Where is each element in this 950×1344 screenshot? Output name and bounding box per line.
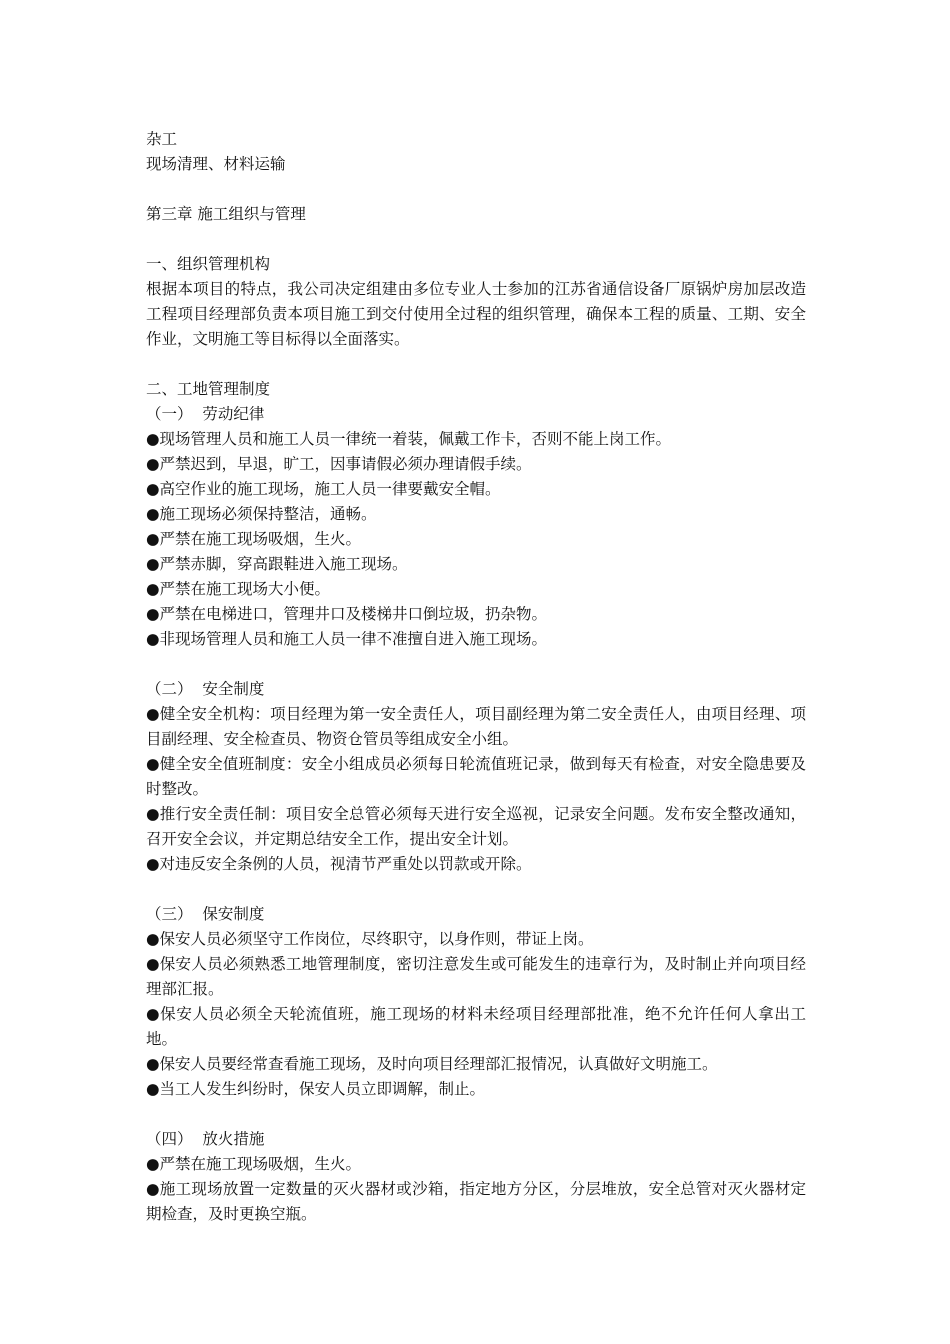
rule-item: ●保安人员必须全天轮流值班，施工现场的材料未经项目经理部批准，绝不允许任何人拿出工地。 bbox=[146, 1005, 806, 1048]
trade-description: 现场清理、材料运输 bbox=[146, 155, 286, 173]
blank-line bbox=[146, 652, 806, 677]
blank-line bbox=[146, 1102, 806, 1127]
section-title: （四） 放火措施 bbox=[146, 1130, 265, 1148]
rule-item: ●保安人员必须坚守工作岗位，尽终职守，以身作则，带证上岗。 bbox=[146, 930, 594, 948]
rule-item: ●健全安全值班制度：安全小组成员必须每日轮流值班记录，做到每天有检查，对安全隐患要及时整改。 bbox=[146, 755, 806, 798]
site-heading: 二、工地管理制度 bbox=[146, 380, 271, 398]
section-title: （一） 劳动纪律 bbox=[146, 405, 265, 423]
org-heading: 一、组织管理机构 bbox=[146, 255, 271, 273]
rule-item: ●严禁在施工现场吸烟，生火。 bbox=[146, 1155, 362, 1173]
blank-line bbox=[146, 177, 806, 202]
rule-item: ●严禁赤脚，穿高跟鞋进入施工现场。 bbox=[146, 555, 408, 573]
rule-item: ●高空作业的施工现场，施工人员一律要戴安全帽。 bbox=[146, 480, 501, 498]
section-title: （三） 保安制度 bbox=[146, 905, 265, 923]
rule-item: ●推行安全责任制：项目安全总管必须每天进行安全巡视，记录安全问题。发布安全整改通知，召开安全会议，并定期总结安全工作，提出安全计划。 bbox=[146, 805, 806, 848]
rule-item: ●保安人员要经常查看施工现场，及时向项目经理部汇报情况，认真做好文明施工。 bbox=[146, 1055, 718, 1073]
rule-item: ●非现场管理人员和施工人员一律不准擅自进入施工现场。 bbox=[146, 630, 548, 648]
rule-item: ●现场管理人员和施工人员一律统一着装，佩戴工作卡，否则不能上岗工作。 bbox=[146, 430, 672, 448]
rule-item: ●严禁迟到，早退，旷工，因事请假必须办理请假手续。 bbox=[146, 455, 532, 473]
rule-item: ●施工现场必须保持整洁，通畅。 bbox=[146, 505, 377, 523]
rule-item: ●严禁在电梯进口，管理井口及楼梯井口倒垃圾，扔杂物。 bbox=[146, 605, 548, 623]
rule-item: ●严禁在施工现场大小便。 bbox=[146, 580, 331, 598]
org-paragraph: 根据本项目的特点，我公司决定组建由多位专业人士参加的江苏省通信设备厂原锅炉房加层改造工程项目经理部负责本项目施工到交付使用全过程的组织管理，确保本工程的质量、工期、安全作业，文明施工等目标得以全面落实。 bbox=[146, 280, 806, 348]
blank-line bbox=[146, 877, 806, 902]
document-page bbox=[146, 127, 806, 1227]
rule-item: ●当工人发生纠纷时，保安人员立即调解，制止。 bbox=[146, 1080, 486, 1098]
blank-line bbox=[146, 352, 806, 377]
rule-item: ●保安人员必须熟悉工地管理制度，密切注意发生或可能发生的违章行为，及时制止并向项目经理部汇报。 bbox=[146, 955, 806, 998]
rule-item: ●严禁在施工现场吸烟，生火。 bbox=[146, 530, 362, 548]
rule-item: ●对违反安全条例的人员，视清节严重处以罚款或开除。 bbox=[146, 855, 532, 873]
chapter-title: 第三章 施工组织与管理 bbox=[146, 205, 306, 223]
blank-line bbox=[146, 227, 806, 252]
section-title: （二） 安全制度 bbox=[146, 680, 265, 698]
rule-item: ●施工现场放置一定数量的灭火器材或沙箱，指定地方分区，分层堆放，安全总管对灭火器材定期检查，及时更换空瓶。 bbox=[146, 1180, 806, 1223]
rule-item: ●健全安全机构：项目经理为第一安全责任人，项目副经理为第二安全责任人，由项目经理、项目副经理、安全检查员、物资仓管员等组成安全小组。 bbox=[146, 705, 806, 748]
trade-name: 杂工 bbox=[146, 130, 178, 148]
